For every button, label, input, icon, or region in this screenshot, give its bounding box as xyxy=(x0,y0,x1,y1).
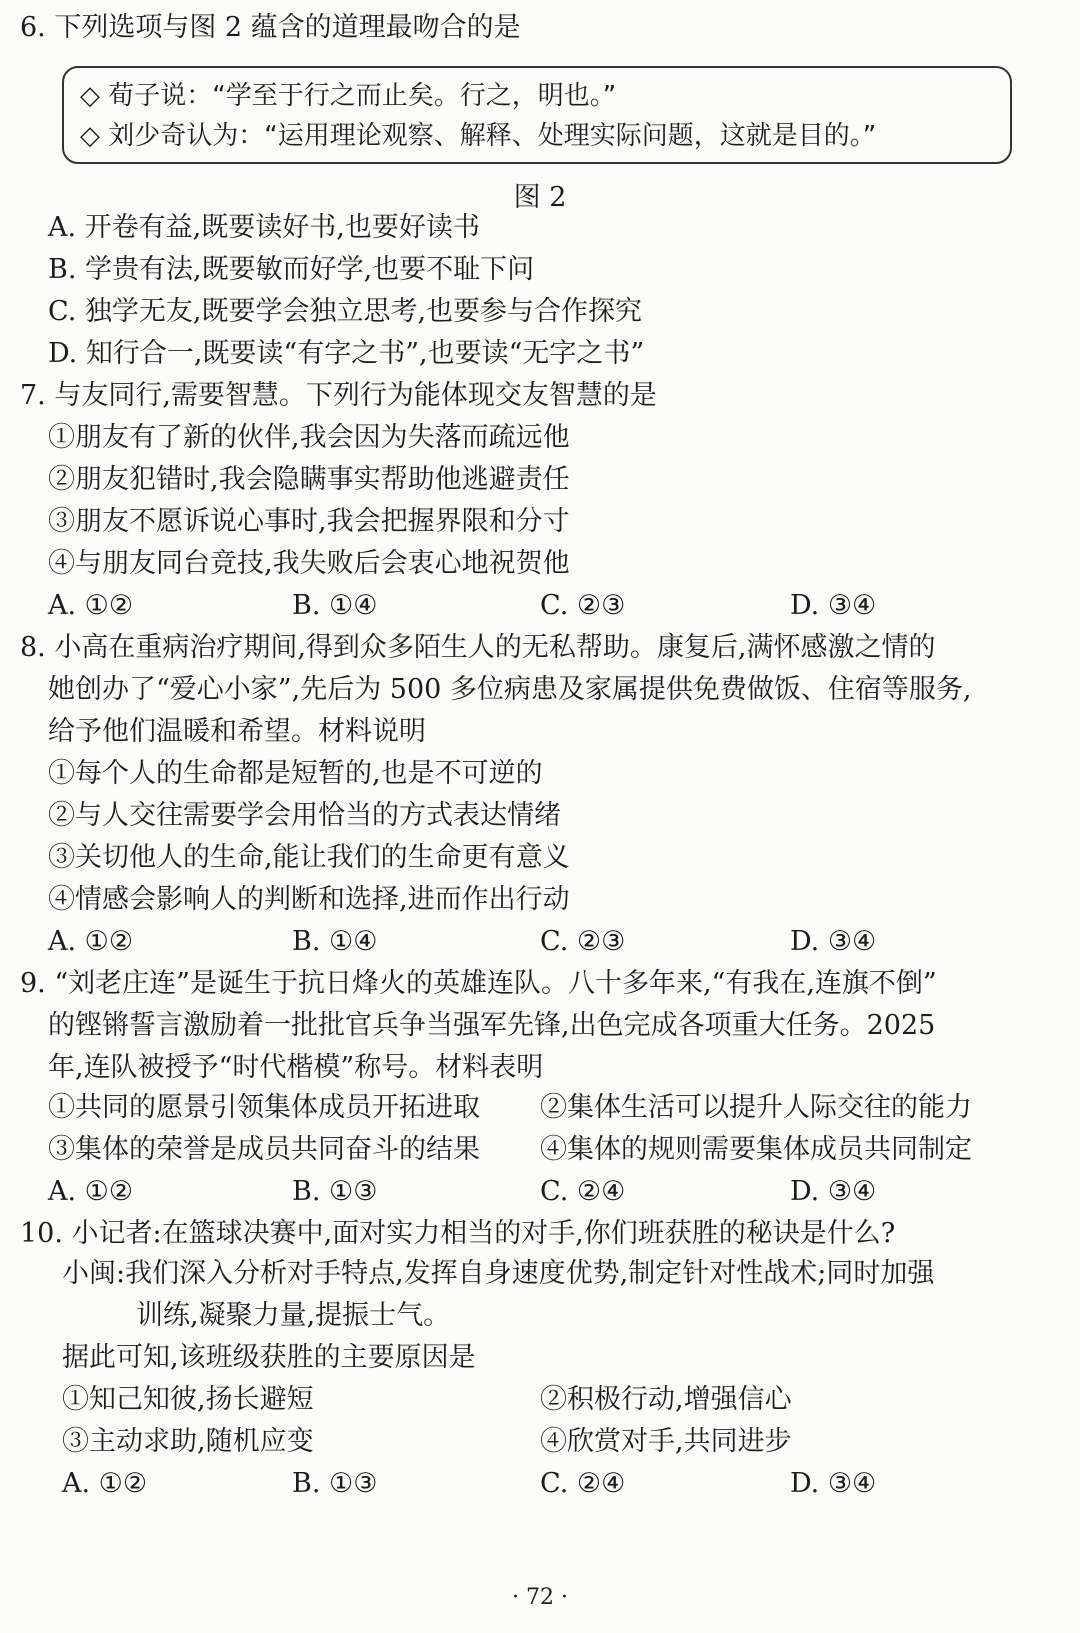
q10-answer-line-2: 训练,凝聚力量,提振士气。 xyxy=(136,1300,451,1331)
q6-option-d: D. 知行合一,既要读“有字之书”,也要读“无字之书” xyxy=(48,338,645,369)
q7-stem: 7. 与友同行,需要智慧。下列行为能体现交友智慧的是 xyxy=(20,380,657,411)
q6-stem: 6. 下列选项与图 2 蕴含的道理最吻合的是 xyxy=(20,12,521,43)
q7-item-4: ④与朋友同台竞技,我失败后会衷心地祝贺他 xyxy=(48,548,570,579)
q6-option-a: A. 开卷有益,既要读好书,也要好读书 xyxy=(48,212,480,243)
q9-choice-a: A. ①② xyxy=(48,1176,134,1207)
q7-choice-d: D. ③④ xyxy=(790,590,877,621)
q9-item-4: ④集体的规则需要集体成员共同制定 xyxy=(540,1134,972,1165)
q8-stem-line-3: 给予他们温暖和希望。材料说明 xyxy=(48,716,426,747)
q9-choice-d: D. ③④ xyxy=(790,1176,877,1207)
q7-item-1: ①朋友有了新的伙伴,我会因为失落而疏远他 xyxy=(48,422,570,453)
q10-item-3: ③主动求助,随机应变 xyxy=(62,1426,314,1457)
q6-option-b: B. 学贵有法,既要敏而好学,也要不耻下问 xyxy=(48,254,535,285)
q10-choice-d: D. ③④ xyxy=(790,1468,877,1499)
q9-stem-line-2: 的铿锵誓言激励着一批批官兵争当强军先锋,出色完成各项重大任务。2025 xyxy=(48,1010,936,1041)
figure-caption: 图 2 xyxy=(513,182,567,213)
q8-item-1: ①每个人的生命都是短暂的,也是不可逆的 xyxy=(48,758,543,789)
q8-item-4: ④情感会影响人的判断和选择,进而作出行动 xyxy=(48,884,570,915)
q8-stem-line-1: 8. 小高在重病治疗期间,得到众多陌生人的无私帮助。康复后,满怀感激之情的 xyxy=(20,632,936,663)
q10-reporter-line: 10. 小记者:在篮球决赛中,面对实力相当的对手,你们班获胜的秘诀是什么? xyxy=(20,1218,896,1249)
q10-item-1: ①知己知彼,扬长避短 xyxy=(62,1384,314,1415)
q9-item-3: ③集体的荣誉是成员共同奋斗的结果 xyxy=(48,1134,480,1165)
q8-choice-b: B. ①④ xyxy=(292,926,378,957)
q7-item-2: ②朋友犯错时,我会隐瞒事实帮助他逃避责任 xyxy=(48,464,570,495)
q7-choice-a: A. ①② xyxy=(48,590,134,621)
q7-item-3: ③朋友不愿诉说心事时,我会把握界限和分寸 xyxy=(48,506,570,537)
q6-quote-liushaoqi: ◇ 刘少奇认为：“运用理论观察、解释、处理实际问题，这就是目的。” xyxy=(80,121,877,151)
q8-choice-d: D. ③④ xyxy=(790,926,877,957)
q10-choice-a: A. ①② xyxy=(62,1468,148,1499)
q9-stem-line-1: 9. “刘老庄连”是诞生于抗日烽火的英雄连队。八十多年来,“有我在,连旗不倒” xyxy=(20,968,937,999)
q9-item-1: ①共同的愿景引领集体成员开拓进取 xyxy=(48,1092,480,1123)
q10-choice-b: B. ①③ xyxy=(292,1468,378,1499)
q6-quote-xunzi: ◇ 荀子说：“学至于行之而止矣。行之，明也。” xyxy=(80,81,617,111)
page-number: · 72 · xyxy=(512,1585,568,1610)
q10-item-4: ④欣赏对手,共同进步 xyxy=(540,1426,792,1457)
q9-stem-line-3: 年,连队被授予“时代楷模”称号。材料表明 xyxy=(48,1052,544,1083)
q7-choice-c: C. ②③ xyxy=(540,590,626,621)
q8-choice-c: C. ②③ xyxy=(540,926,626,957)
q10-prompt: 据此可知,该班级获胜的主要原因是 xyxy=(62,1342,476,1373)
q9-choice-b: B. ①③ xyxy=(292,1176,378,1207)
q6-option-c: C. 独学无友,既要学会独立思考,也要参与合作探究 xyxy=(48,296,643,327)
q7-choice-b: B. ①④ xyxy=(292,590,378,621)
q10-answer-line-1: 小闽:我们深入分析对手特点,发挥自身速度优势,制定针对性战术;同时加强 xyxy=(62,1258,935,1289)
q6-quote-box xyxy=(62,66,1012,164)
q10-choice-c: C. ②④ xyxy=(540,1468,626,1499)
q9-item-2: ②集体生活可以提升人际交往的能力 xyxy=(540,1092,972,1123)
q9-choice-c: C. ②④ xyxy=(540,1176,626,1207)
q8-item-2: ②与人交往需要学会用恰当的方式表达情绪 xyxy=(48,800,561,831)
q8-item-3: ③关切他人的生命,能让我们的生命更有意义 xyxy=(48,842,570,873)
q10-item-2: ②积极行动,增强信心 xyxy=(540,1384,792,1415)
q8-choice-a: A. ①② xyxy=(48,926,134,957)
q8-stem-line-2: 她创办了“爱心小家”,先后为 500 多位病患及家属提供免费做饭、住宿等服务, xyxy=(48,674,972,705)
